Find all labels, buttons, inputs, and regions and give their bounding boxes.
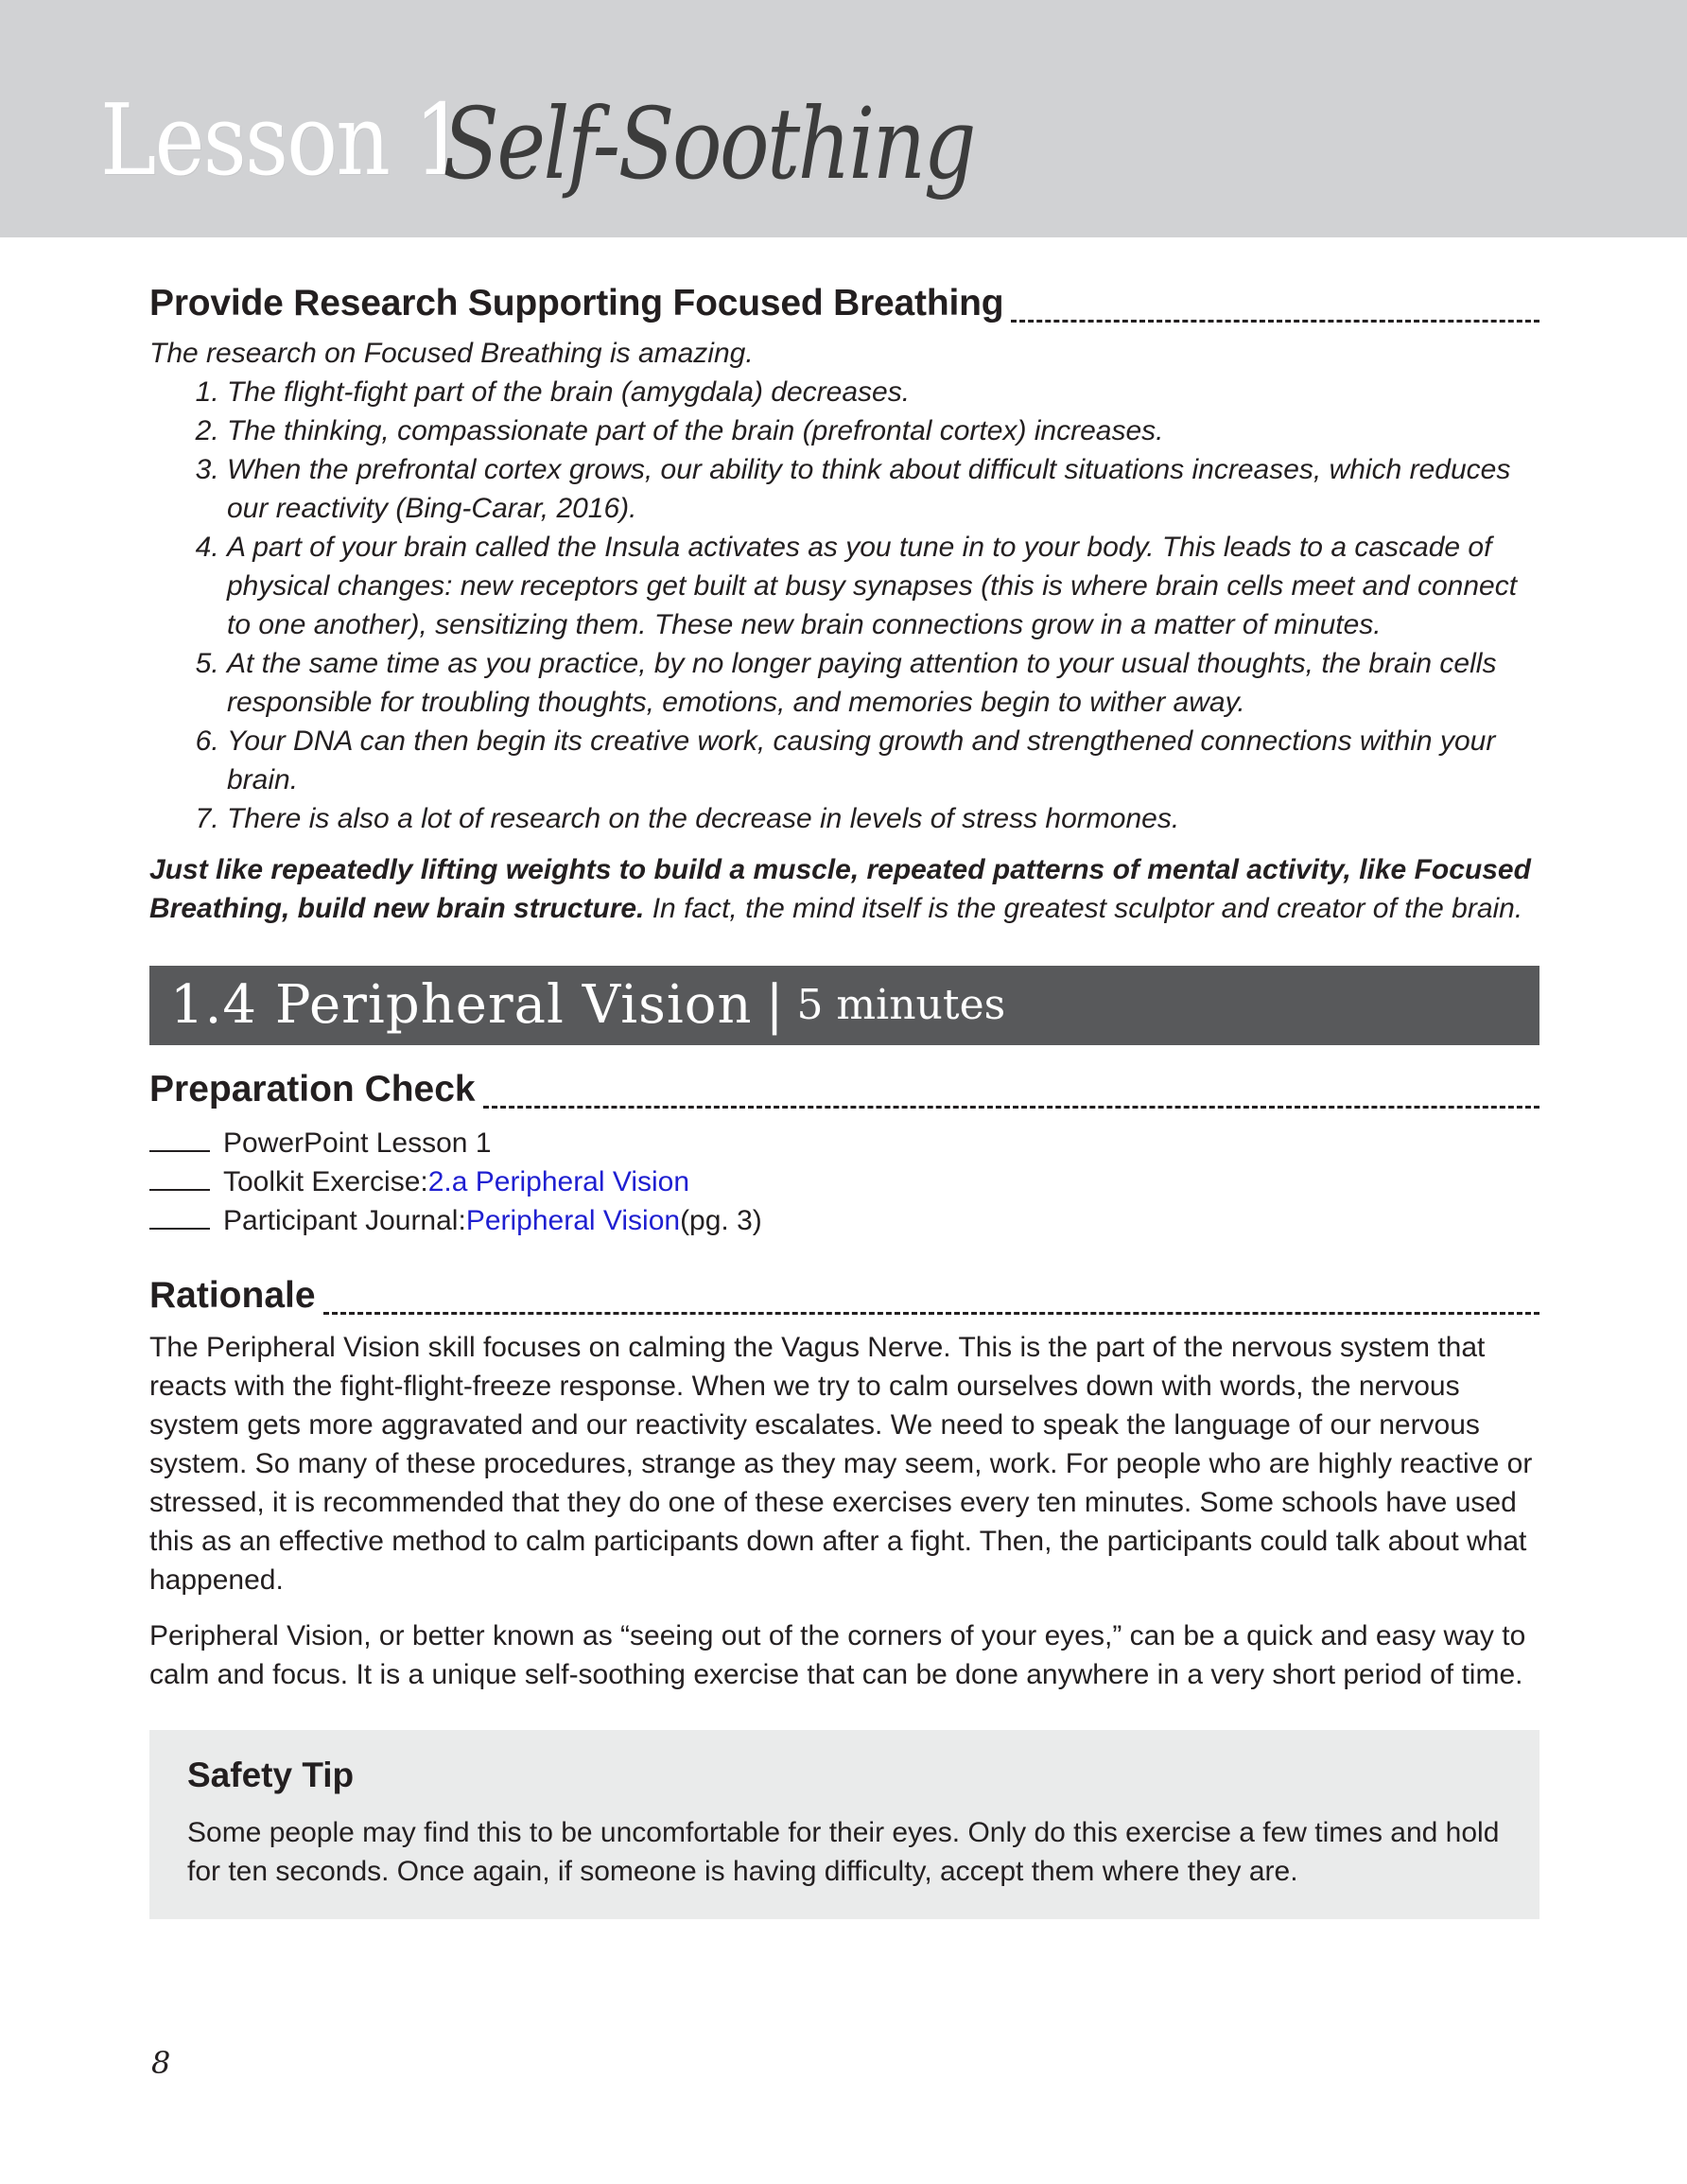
preparation-heading-text: Preparation Check (149, 1068, 476, 1109)
safety-tip-box (149, 1730, 1539, 1919)
rationale-paragraph: Peripheral Vision, or better known as “seeing out of the corners of your eyes,” can be a quick and easy way to calm and focus. It is a unique self-soothing exercise that can be done anywhere in a very short period of time. (149, 1619, 1526, 1690)
checklist-item-label: Toolkit Exercise: (223, 1165, 428, 1197)
toolkit-exercise-link[interactable]: 2.a Peripheral Vision (427, 1165, 690, 1197)
preparation-heading (149, 1070, 1539, 1110)
research-intro: The research on Focused Breathing is amazing. (149, 337, 754, 369)
lesson-number-title: Lesson 1 (100, 82, 467, 198)
page-content (149, 284, 1539, 1919)
heading-dashed-rule (483, 1106, 1539, 1109)
checklist-item-journal (149, 1201, 1539, 1240)
checklist-item-suffix: (pg. 3) (680, 1204, 762, 1236)
checkbox-blank-line[interactable] (149, 1162, 210, 1191)
heading-dashed-rule (323, 1312, 1539, 1315)
research-summary-rest: In fact, the mind itself is the greatest sculptor and creator of the brain. (644, 892, 1523, 924)
research-list (149, 373, 1539, 838)
activity-title-bar (149, 966, 1539, 1045)
activity-separator: | (765, 974, 784, 1037)
research-heading-text: Provide Research Supporting Focused Breathing (149, 283, 1004, 323)
checklist-item-label: PowerPoint Lesson 1 (223, 1127, 492, 1159)
rationale-heading (149, 1276, 1539, 1317)
research-heading (149, 284, 1539, 324)
research-summary-bold: Just like repeatedly lifting weights to build a muscle, repeated patterns of mental activity, like Focused Breathing, build new brain structure. (149, 853, 1531, 924)
checklist-item-toolkit (149, 1162, 1539, 1201)
checkbox-blank-line[interactable] (149, 1124, 210, 1152)
activity-title: 1.4 Peripheral Vision (170, 974, 753, 1037)
checklist-item-label: Participant Journal: (223, 1204, 466, 1236)
lesson-header-band (0, 0, 1687, 237)
activity-duration: 5 minutes (796, 981, 1006, 1030)
lesson-topic-title: Self-Soothing (443, 86, 974, 201)
safety-tip-body: Some people may find this to be uncomfortable for their eyes. Only do this exercise a few times and hold for ten seconds. Once again, if someone is having difficulty, accept them where they are. (187, 1817, 1500, 1888)
checkbox-blank-line[interactable] (149, 1201, 210, 1230)
checklist-item-powerpoint (149, 1124, 1539, 1162)
rationale-paragraph: The Peripheral Vision skill focuses on calming the Vagus Nerve. This is the part of the nervous system that reacts with the fight-flight-freeze response. When we try to calm ourselves down with words, the nervous system gets more aggravated and our reactivity escalates. We need to speak the language of our nervous system. So many of these procedures, strange as they may seem, work. For people who are highly reactive or stressed, it is recommended that they do one of these exercises every ten minutes. Some schools have used this as an effective method to calm participants down after a fight. Then, the participants could talk about what happened. (149, 1331, 1533, 1596)
research-list-item: 1. The flight-fight part of the brain (amygdala) decreases. (227, 373, 1539, 411)
heading-dashed-rule (1011, 320, 1539, 323)
research-list-item: 3. When the prefrontal cortex grows, our ability to think about difficult situations increases, which reduces our reactivity (Bing-Carar, 2016). (227, 450, 1539, 528)
research-list-item: 2. The thinking, compassionate part of the brain (prefrontal cortex) increases. (227, 411, 1539, 450)
page-number: 8 (151, 2045, 171, 2081)
research-summary (149, 850, 1539, 928)
research-list-item: 4. A part of your brain called the Insula activates as you tune in to your body. This leads to a cascade of physical changes: new receptors get built at busy synapses (this is where brain cells meet and connect to one another), sensitizing them. These new brain connections grow in a matter of minutes. (227, 528, 1539, 644)
safety-tip-title: Safety Tip (187, 1755, 355, 1794)
research-list-item: 5. At the same time as you practice, by no longer paying attention to your usual thoughts, the brain cells responsible for troubling thoughts, emotions, and memories begin to wither away. (227, 644, 1539, 722)
research-list-item: 6. Your DNA can then begin its creative work, causing growth and strengthened connections within your brain. (227, 722, 1539, 799)
research-list-item: 7. There is also a lot of research on the decrease in levels of stress hormones. (227, 799, 1539, 838)
participant-journal-link[interactable]: Peripheral Vision (465, 1204, 681, 1236)
rationale-heading-text: Rationale (149, 1274, 316, 1316)
preparation-checklist (149, 1124, 1539, 1240)
